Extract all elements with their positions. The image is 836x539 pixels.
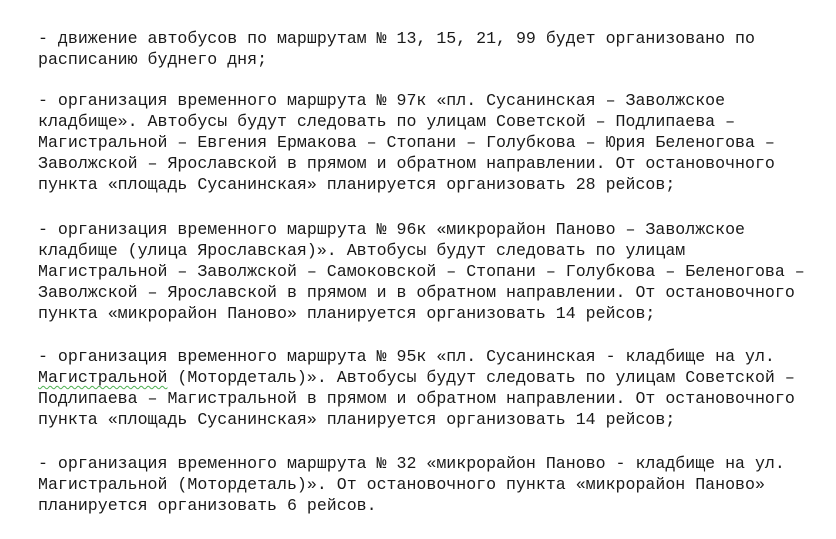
text-line: Заволжской – Ярославской в прямом и обратном направлении. От остановочного: [38, 154, 775, 173]
text-line: кладбище». Автобусы будут следовать по улицам Советской – Подлипаева –: [38, 112, 736, 131]
text-line: - организация временного маршрута № 95к «пл. Сусанинская - кладбище на ул.: [38, 347, 775, 366]
text-line: планируется организовать 6 рейсов.: [38, 496, 377, 515]
text-line: Магистральной – Евгения Ермакова – Стопани – Голубкова – Юрия Беленогова –: [38, 133, 775, 152]
text-line: Заволжской – Ярославской в прямом и в обратном направлении. От остановочного: [38, 283, 795, 302]
paragraph-route-96k: [38, 219, 805, 324]
paragraph-route-32: [38, 453, 785, 516]
paragraph-regular-schedule: [38, 28, 755, 70]
text-line: - организация временного маршрута № 97к «пл. Сусанинская – Заволжское: [38, 91, 726, 110]
text-line: пункта «площадь Сусанинская» планируется организовать 14 рейсов;: [38, 410, 676, 429]
text-line: - организация временного маршрута № 32 «микрорайон Паново - кладбище на ул.: [38, 454, 785, 473]
text-line: - организация временного маршрута № 96к «микрорайон Паново – Заволжское: [38, 220, 746, 239]
spellcheck-underlined-word[interactable]: Магистральной: [38, 368, 168, 387]
paragraph-route-97k: [38, 90, 775, 195]
text-line: - движение автобусов по маршрутам № 13, 15, 21, 99 будет организовано по: [38, 29, 755, 48]
text-line: пункта «микрорайон Паново» планируется организовать 14 рейсов;: [38, 304, 656, 323]
text-line: кладбище (улица Ярославская)». Автобусы будут следовать по улицам: [38, 241, 686, 260]
text-line: Магистральной (Мотордеталь)». От остановочного пункта «микрорайон Паново»: [38, 475, 765, 494]
text-line-rest: (Мотордеталь)». Автобусы будут следовать по улицам Советской –: [167, 368, 795, 387]
text-line: пункта «площадь Сусанинская» планируется организовать 28 рейсов;: [38, 175, 676, 194]
paragraph-route-95k: [38, 346, 795, 430]
text-line: расписанию буднего дня;: [38, 50, 268, 69]
text-line: Подлипаева – Магистральной в прямом и обратном направлении. От остановочного: [38, 389, 795, 408]
text-line: Магистральной – Заволжской – Самоковской – Стопани – Голубкова – Беленогова –: [38, 262, 805, 281]
text-line-with-spellcheck: [38, 367, 795, 388]
